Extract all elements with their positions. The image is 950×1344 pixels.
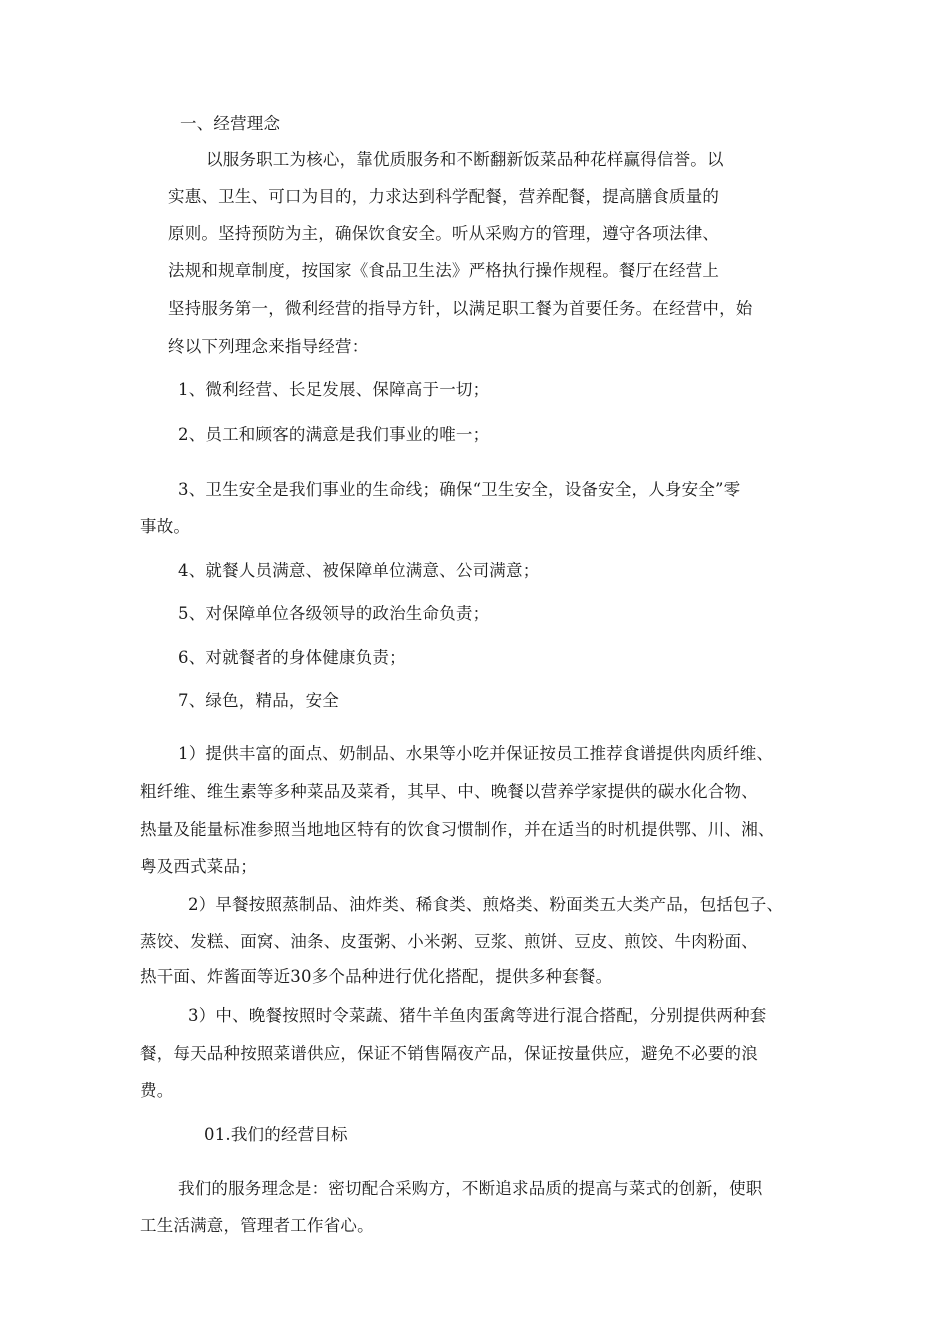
detail-3-line-1: 3）中、晚餐按照时令菜蔬、猪牛羊鱼肉蛋禽等进行混合搭配，分别提供两种套: [188, 1006, 767, 1025]
detail-3-line-2: 餐，每天品种按照菜谱供应，保证不销售隔夜产品，保证按量供应，避免不必要的浪: [140, 1044, 758, 1063]
section-heading: 一、经营理念: [180, 114, 281, 133]
detail-1-line-4: 粤及西式菜品；: [140, 857, 257, 876]
principle-5: 5、对保障单位各级领导的政治生命负责；: [178, 604, 490, 623]
detail-2-line-3: 热干面、炸酱面等近30多个品种进行优化搭配，提供多种套餐。: [140, 967, 613, 986]
intro-line-4: 法规和规章制度，按国家《食品卫生法》严格执行操作规程。餐厅在经营上: [168, 261, 720, 280]
principle-4: 4、就餐人员满意、被保障单位满意、公司满意；: [178, 561, 540, 580]
principle-3: 3、卫生安全是我们事业的生命线；确保“卫生安全，设备安全，人身安全”零: [178, 480, 741, 499]
intro-line-6: 终以下列理念来指导经营：: [168, 337, 369, 356]
intro-line-5: 坚持服务第一，微利经营的指导方针，以满足职工餐为首要任务。在经营中，始: [168, 299, 753, 318]
principle-6: 6、对就餐者的身体健康负责；: [178, 648, 406, 667]
principle-2: 2、员工和顾客的满意是我们事业的唯一；: [178, 425, 490, 444]
principle-1: 1、微利经营、长足发展、保障高于一切；: [178, 380, 490, 399]
service-line-1: 我们的服务理念是：密切配合采购方，不断追求品质的提高与菜式的创新，使职: [178, 1179, 763, 1198]
service-line-2: 工生活满意，管理者工作省心。: [140, 1216, 374, 1235]
detail-1-line-2: 粗纤维、维生素等多种菜品及菜肴，其早、中、晚餐以营养学家提供的碳水化合物、: [140, 782, 758, 801]
intro-line-3: 原则。坚持预防为主，确保饮食安全。听从采购方的管理，遵守各项法律、: [168, 224, 720, 243]
section-title-goals: 01.我们的经营目标: [204, 1125, 348, 1144]
principle-3-cont: 事故。: [140, 517, 191, 536]
principle-7: 7、绿色，精品，安全: [178, 691, 339, 710]
detail-2-line-2: 蒸饺、发糕、面窝、油条、皮蛋粥、小米粥、豆浆、煎饼、豆皮、煎饺、牛肉粉面、: [140, 932, 758, 951]
detail-1-line-1: 1）提供丰富的面点、奶制品、水果等小吃并保证按员工推荐食谱提供肉质纤维、: [178, 744, 774, 763]
intro-line-1: 以服务职工为核心，靠优质服务和不断翻新饭菜品种花样赢得信誉。以: [206, 150, 724, 169]
detail-2-line-1: 2）早餐按照蒸制品、油炸类、稀食类、煎烙类、粉面类五大类产品，包括包子、: [188, 895, 784, 914]
detail-1-line-3: 热量及能量标准参照当地地区特有的饮食习惯制作，并在适当的时机提供鄂、川、湘、: [140, 820, 775, 839]
intro-line-2: 实惠、卫生、可口为目的，力求达到科学配餐，营养配餐，提高膳食质量的: [168, 187, 720, 206]
detail-3-line-3: 费。: [140, 1081, 174, 1100]
